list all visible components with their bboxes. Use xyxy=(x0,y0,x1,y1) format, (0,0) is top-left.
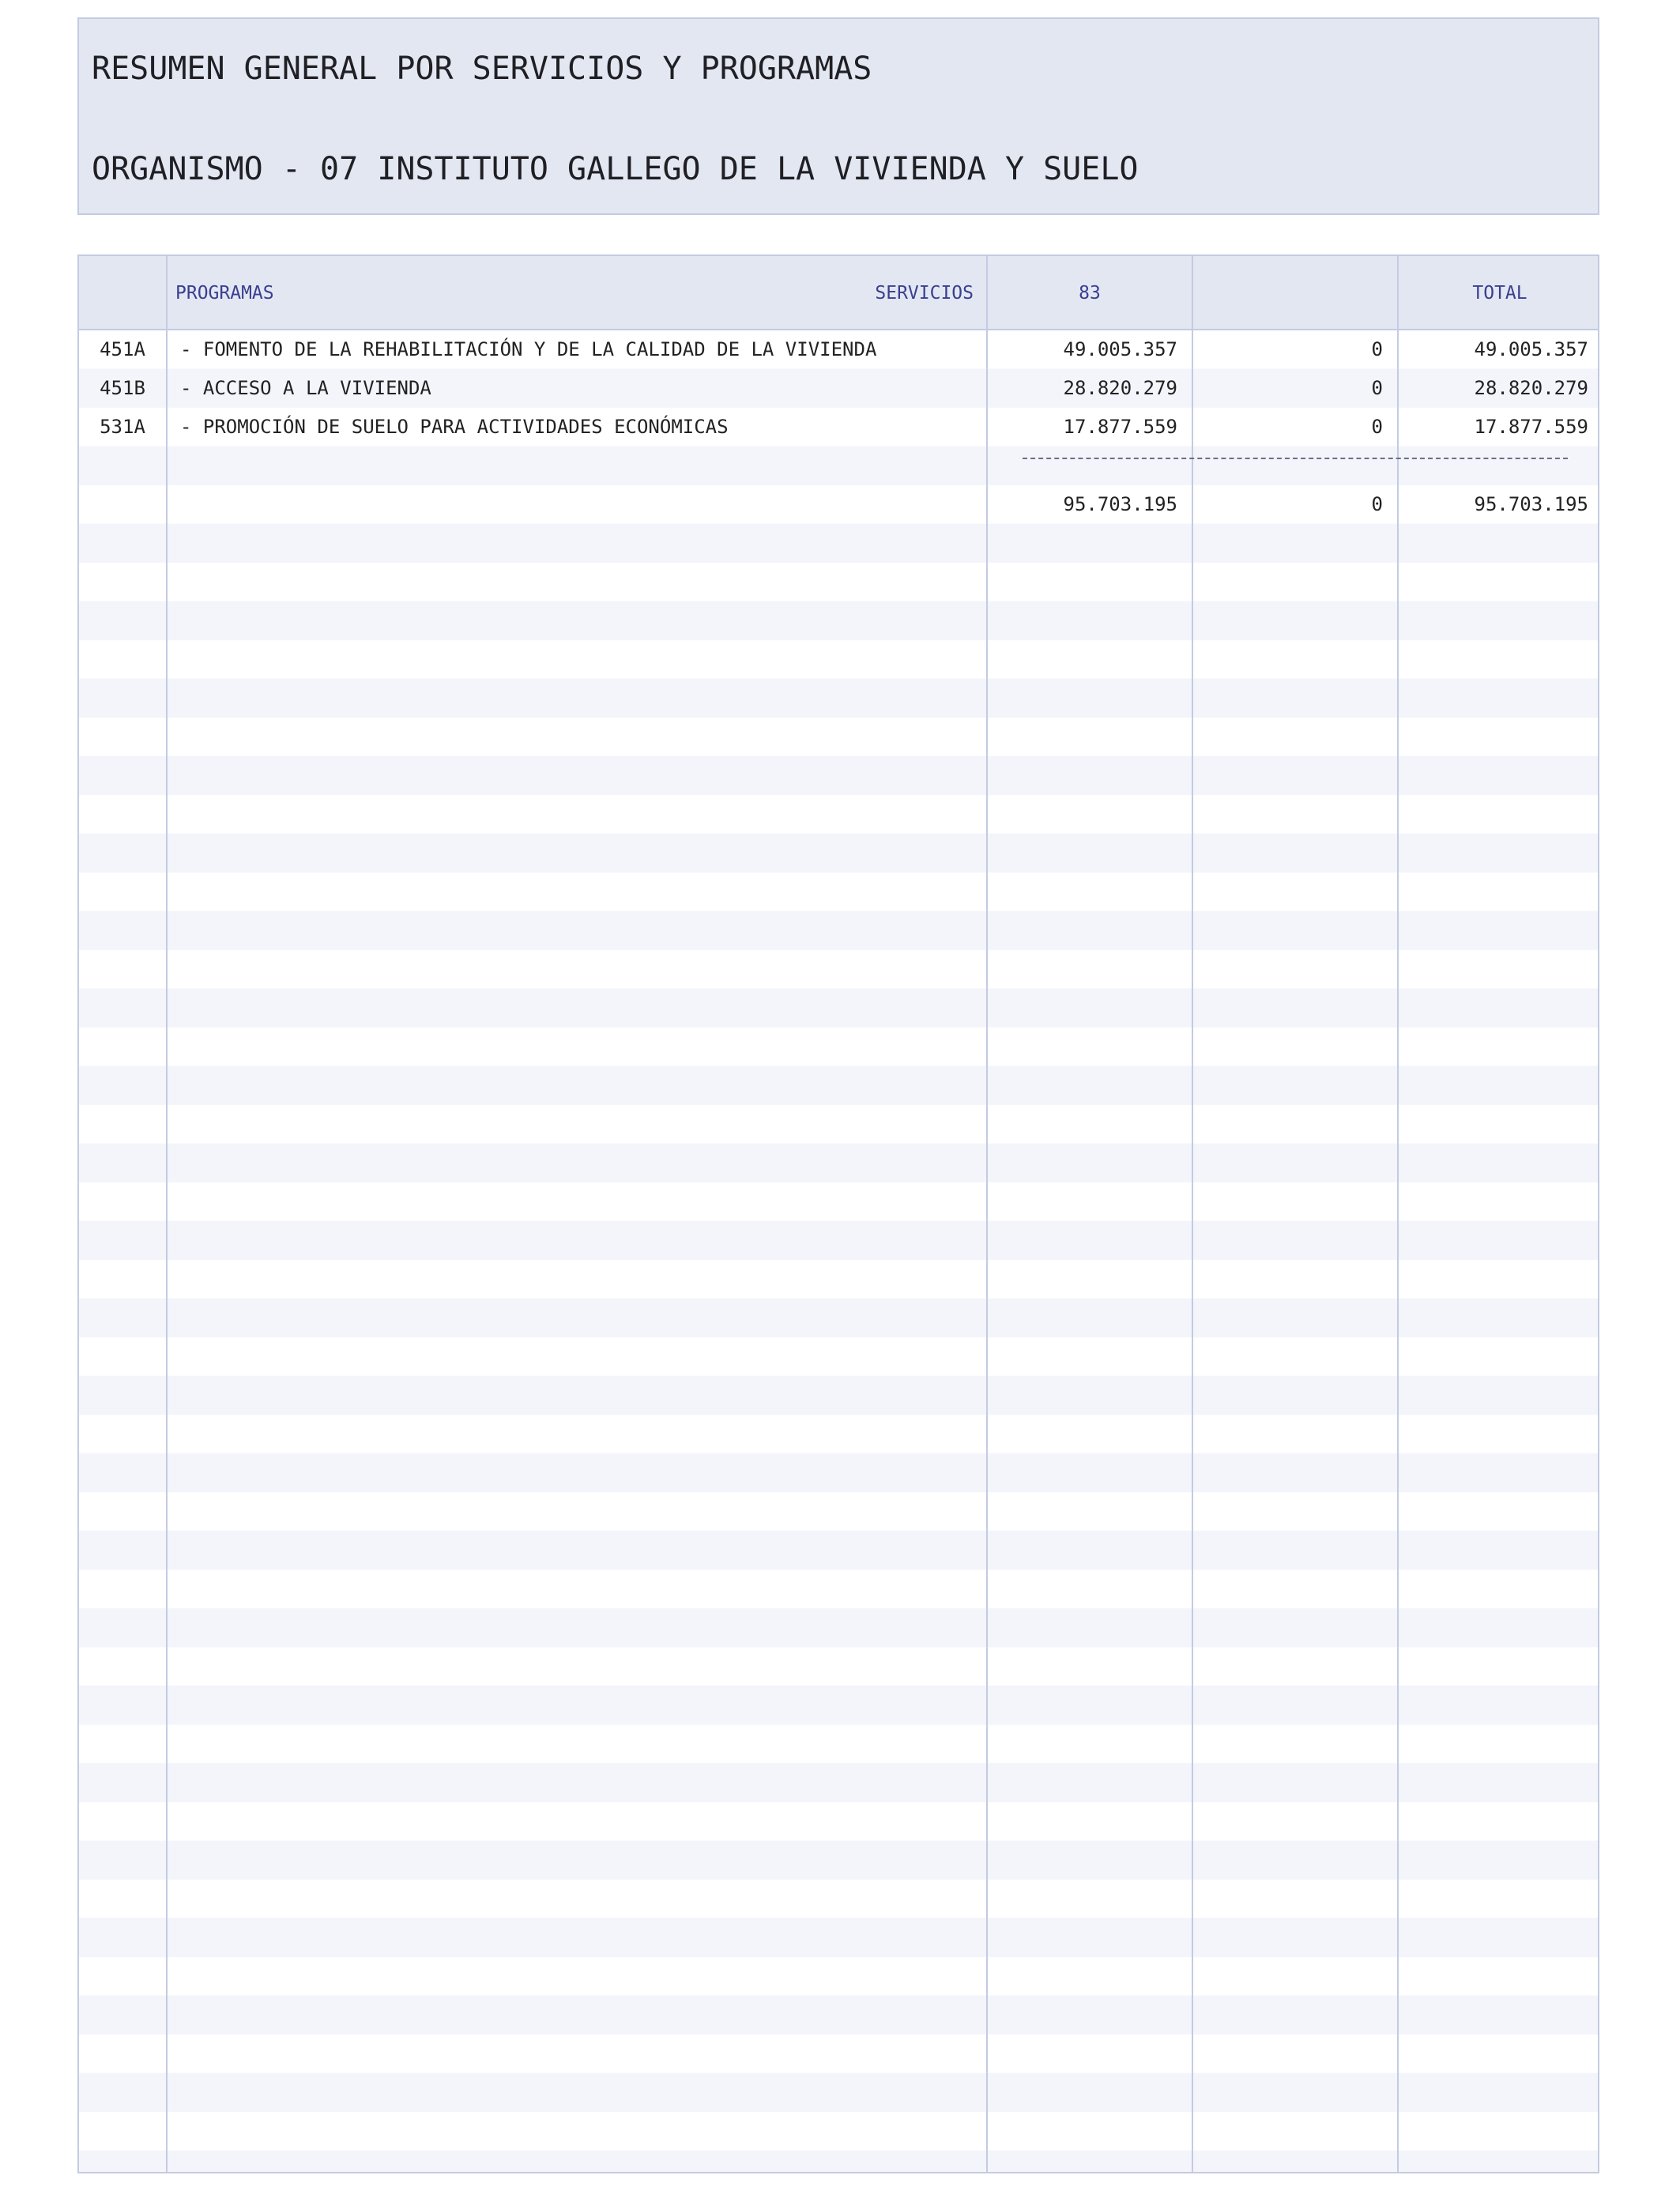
grand-total: 95.703.195 xyxy=(1474,493,1588,515)
value-blank: 0 xyxy=(1371,338,1383,360)
value-83: 28.820.279 xyxy=(1063,377,1177,399)
column-divider xyxy=(1397,256,1399,2172)
subtotal-separator xyxy=(1023,458,1568,459)
table-row xyxy=(79,369,1598,408)
summary-table xyxy=(77,254,1599,2173)
header-programas: PROGRAMAS xyxy=(175,283,274,303)
value-83: 49.005.357 xyxy=(1063,338,1177,360)
column-divider xyxy=(166,256,168,2172)
organism-title: ORGANISMO - 07 INSTITUTO GALLEGO DE LA VIVIENDA Y SUELO xyxy=(92,151,1139,187)
program-code: 451B xyxy=(100,377,145,399)
program-description: - PROMOCIÓN DE SUELO PARA ACTIVIDADES ECONÓMICAS xyxy=(180,416,729,438)
value-blank: 0 xyxy=(1371,416,1383,438)
program-description: - ACCESO A LA VIVIENDA xyxy=(180,377,431,399)
program-code: 451A xyxy=(100,338,145,360)
table-header xyxy=(79,256,1598,330)
header-servicios: SERVICIOS xyxy=(875,283,974,303)
value-83: 17.877.559 xyxy=(1063,416,1177,438)
total-83: 95.703.195 xyxy=(1063,493,1177,515)
report-title: RESUMEN GENERAL POR SERVICIOS Y PROGRAMAS xyxy=(92,51,872,87)
report-header xyxy=(77,17,1599,215)
program-code: 531A xyxy=(100,416,145,438)
column-divider xyxy=(1192,256,1193,2172)
total-blank: 0 xyxy=(1371,493,1383,515)
program-description: - FOMENTO DE LA REHABILITACIÓN Y DE LA CALIDAD DE LA VIVIENDA xyxy=(180,338,877,360)
header-total: TOTAL xyxy=(1472,283,1527,303)
totals-row xyxy=(79,485,1598,524)
header-col-83: 83 xyxy=(1079,283,1101,303)
value-blank: 0 xyxy=(1371,377,1383,399)
value-total: 49.005.357 xyxy=(1474,338,1588,360)
table-row xyxy=(79,408,1598,447)
value-total: 28.820.279 xyxy=(1474,377,1588,399)
column-divider xyxy=(986,256,988,2172)
table-row xyxy=(79,330,1598,369)
value-total: 17.877.559 xyxy=(1474,416,1588,438)
